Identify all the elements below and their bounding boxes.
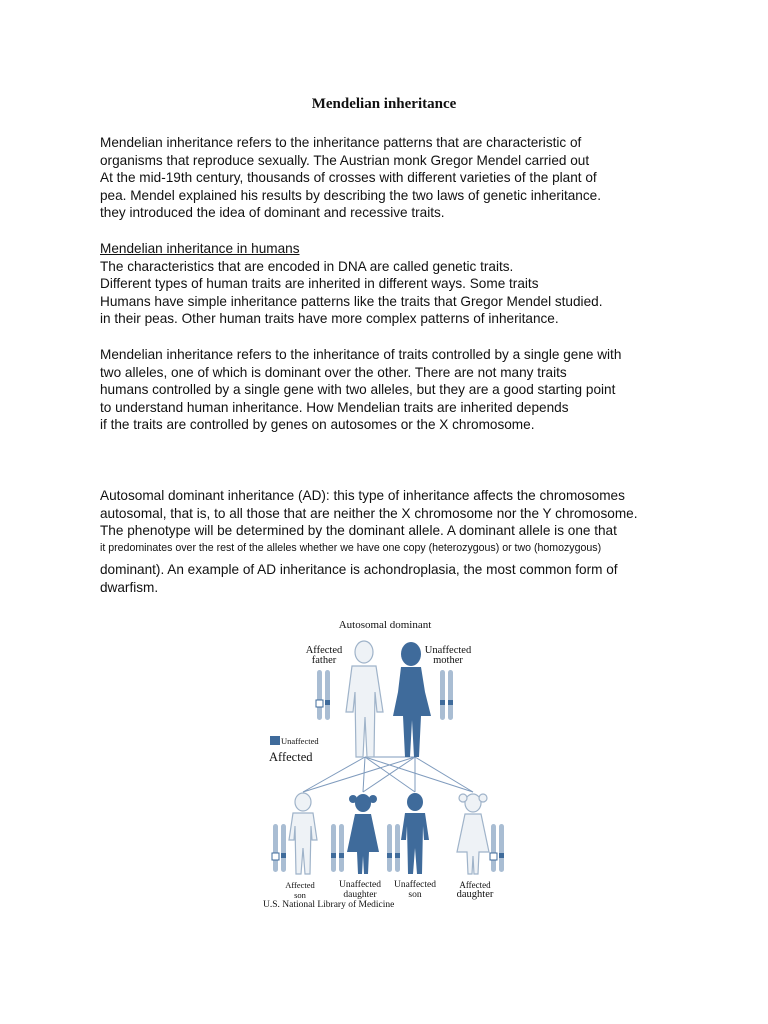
figure-title: Autosomal dominant	[338, 619, 432, 631]
text-line: Autosomal dominant inheritance (AD): this type of inheritance affects the chromosomes	[100, 488, 625, 503]
humans-paragraph	[100, 240, 700, 328]
text-line: Mendelian inheritance refers to the inheritance of traits controlled by a single gene with	[100, 347, 622, 362]
text-line: in their peas. Other human traits have more complex patterns of inheritance.	[100, 311, 559, 327]
child-unaffected-daughter	[347, 794, 379, 874]
inheritance-lines	[303, 757, 473, 792]
text-line: Humans have simple inheritance patterns like the traits that Gregor Mendel studied.	[100, 293, 603, 309]
text-line: they introduced the idea of dominant and recessive traits.	[100, 205, 445, 221]
mother-label: Unaffected mother	[424, 645, 472, 666]
father-chromosomes	[316, 670, 330, 720]
inheritance-diagram	[255, 612, 515, 917]
father-label: Affected father	[305, 645, 343, 666]
mother-chromosomes	[440, 670, 453, 720]
child-affected-daughter	[457, 794, 489, 874]
autosomal-paragraph	[100, 487, 700, 597]
child-label-unaffected-son: Unaffected son	[393, 880, 437, 900]
legend-unaffected-label: Unaffected	[281, 736, 319, 746]
section-heading: Mendelian inheritance in humans	[100, 241, 300, 256]
text-line: organisms that reproduce sexually. The Austrian monk Gregor Mendel carried out	[100, 152, 590, 168]
text-line: dwarfism.	[100, 579, 159, 595]
child-affected-son	[289, 793, 317, 874]
figure-credit: U.S. National Library of Medicine	[263, 900, 395, 910]
text-line: to understand human inheritance. How Mendelian traits are inherited depends	[100, 399, 569, 415]
text-line: The phenotype will be determined by the dominant allele. A dominant allele is one that	[100, 523, 617, 539]
text-line: The characteristics that are encoded in DNA are called genetic traits.	[100, 258, 514, 274]
page-title: Mendelian inheritance	[311, 96, 457, 112]
intro-paragraph	[100, 134, 700, 222]
legend-swatch-icon	[270, 736, 280, 745]
text-line: dominant). An example of AD inheritance is achondroplasia, the most common form of	[100, 562, 618, 578]
legend-affected-label: Affected	[269, 750, 313, 764]
child-label-affected-son: Affected son	[285, 880, 315, 900]
text-line: autosomal, that is, to all those that are neither the X chromosome nor the Y chromosome.	[100, 505, 638, 521]
child-label-unaffected-daughter: Unaffected daughter	[338, 880, 382, 900]
text-line: pea. Mendel explained his results by describing the two laws of genetic inheritance.	[100, 187, 601, 203]
text-line: Different types of human traits are inherited in different ways. Some traits	[100, 276, 539, 292]
single-gene-paragraph	[100, 346, 700, 434]
text-line: humans controlled by a single gene with two alleles, but they are a good starting point	[100, 382, 616, 398]
text-line: At the mid-19th century, thousands of crosses with different varieties of the plant of	[100, 170, 597, 186]
text-line: if the traits are controlled by genes on autosomes or the X chromosome.	[100, 417, 535, 433]
child-label-affected-daughter: Affected daughter	[456, 880, 494, 900]
child-unaffected-son	[401, 793, 429, 874]
text-line: Mendelian inheritance refers to the inheritance patterns that are characteristic of	[100, 135, 582, 150]
text-line: two alleles, one of which is dominant over the other. There are not many traits	[100, 364, 567, 380]
text-line-small: it predominates over the rest of the alleles whether we have one copy (heterozygous) or two (homozygous)	[100, 541, 602, 554]
